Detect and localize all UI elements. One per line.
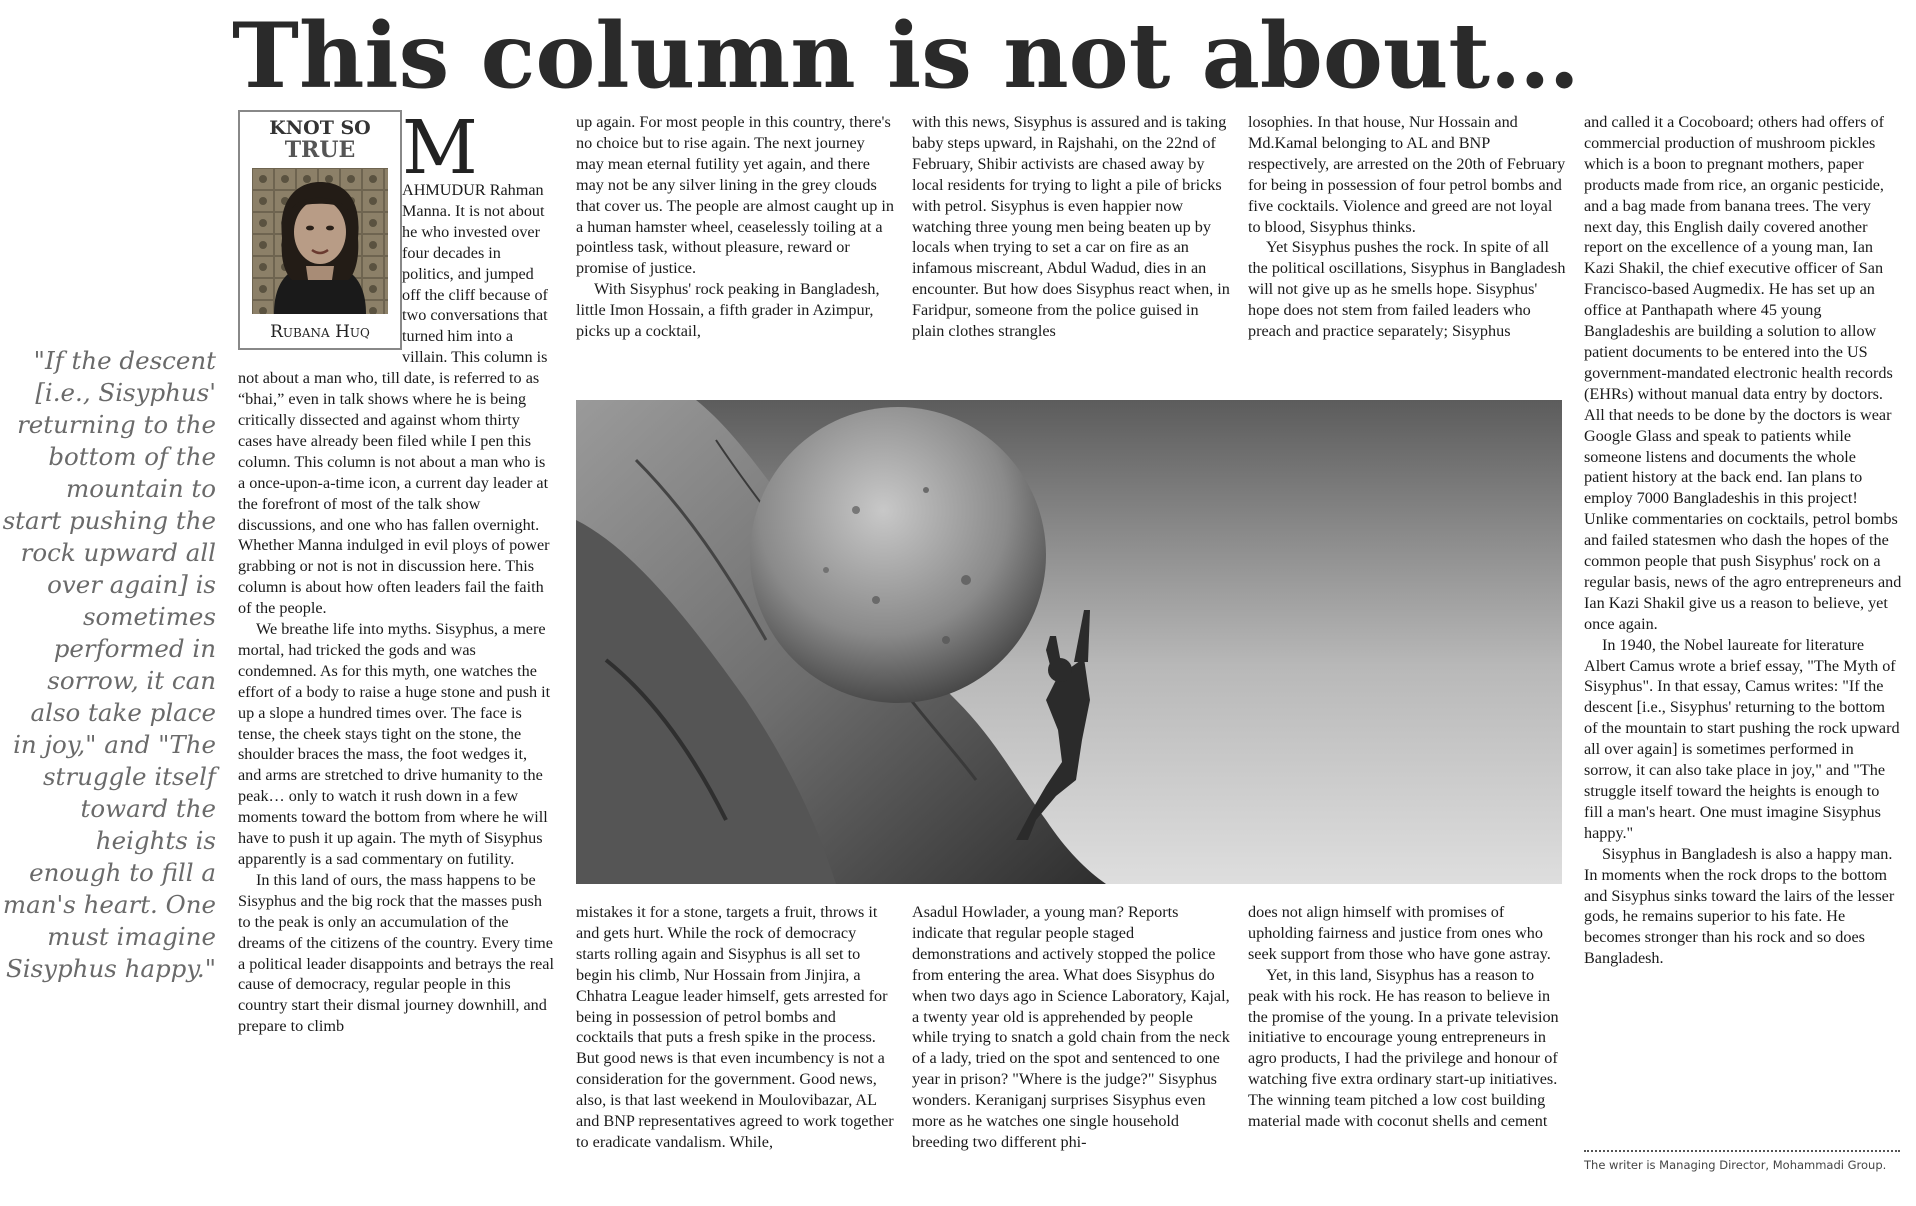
- headline: This column is not about…: [232, 3, 1580, 109]
- column-badge-line1: KNOT SO: [269, 117, 371, 139]
- article-column-5: [1584, 112, 1902, 1146]
- article-paragraph: Asadul Howlader, a young man? Reports indicate that regular people staged demonstrations and actively stopped the police from entering the area. What does Sisyphus do when two days ago in Science Laboratory, Kajal, a twenty year old is apprehended by people while trying to snatch a gold chain from the neck of a lady, tried on the spot and sentenced to one year in prison? "Where is the judge?" Sisyphus wonders. Keraniganj surprises Sisyphus even more as he watches one single household breeding two different phi-: [912, 903, 1230, 1151]
- article-column-2-bottom: [576, 902, 894, 1172]
- article-column-4-bottom: [1248, 902, 1566, 1172]
- lead-text: AHMUDUR Rahman Manna. It is not about he who invested over four decades in politics, and jumped off the cliff because of two conversations that turned him into a villain. This column is not about a man who, till date, is referred to as “bhai,” even in talk shows where he is being critically dissected and against whom thirty cases have already been filed while I pen this column. This column is not about a man who is a once-upon-a-time icon, a current day leader at the forefront of most of the talk show discussions, and one who has fallen overnight. Whether Manna indulged in evil ploys of power grabbing or not is not in discussion here. This column is about how often leaders fail the faith of the people.: [238, 181, 550, 618]
- article-column-3-bottom: [912, 902, 1230, 1172]
- article-paragraph: does not align himself with promises of upholding fairness and justice from ones who seek support from those who have gone astray.: [1248, 903, 1551, 963]
- article-paragraph: mistakes it for a stone, targets a fruit, throws it and gets hurt. While the rock of democracy starts rolling again and Sisyphus is all set to begin his climb, Nur Hossain from Jinjira, a Chhatra League leader himself, gets arrested for being in possession of petrol bombs and cocktails that puts a fresh spike in the process. But good news is that even incumbency is not a consideration for the government. Good news, also, is that last weekend in Moulovibazar, AL and BNP representatives agreed to work together to eradicate vandalism. While,: [576, 903, 894, 1151]
- drop-cap: M: [402, 105, 478, 191]
- article-paragraph: with this news, Sisyphus is assured and is taking baby steps upward, in Rajshahi, on the 22nd of February, Shibir activists are chased away by local residents for trying to light a pile of bricks with petrol. Sisyphus is even happier now watching three young men being beaten up by locals when trying to set a car on fire as an infamous miscreant, Abdul Wadud, dies in an encounter. But how does Sisyphus react when, in Faridpur, someone from the police guised in plain clothes strangles: [912, 113, 1230, 341]
- sisyphus-photo: [576, 400, 1562, 884]
- article-column-4-top: [1248, 112, 1566, 384]
- article-paragraph: up again. For most people in this country, there's no choice but to rise again. The next journey may mean eternal futility yet again, and there may not be any silver lining in the grey clouds that cover us. The people are almost caught up in a human hamster wheel, ceaselessly toiling at a pointless task, without pleasure, reward or promise of justice.: [576, 113, 894, 278]
- article-paragraph: and called it a Cocoboard; others had offers of commercial production of mushroom pickles which is a boon to pregnant mothers, paper products made from rice, an organic pesticide, and a bag made from banana trees. The very next day, this English daily covered another report on the excellence of a young man, Ian Kazi Shakil, the chief executive officer of San Francisco-based Augmedix. He has set up an office at Panthapath where 45 young Bangladeshis are building a solution to allow patient documents to be entered into the US government-mandated electronic health records (EHRs) without manual data entry by doctors. All that needs to be done by the doctors is wear Google Glass and speak to patients while someone listens and documents the whole patient history at the back end. Ian plans to employ 7000 Bangladeshis in this project! Unlike commentaries on cocktails, petrol bombs and failed statesmen who dash the hopes of the common people that push Sisyphus' rock on a regular basis, news of the agro entrepreneurs and Ian Kazi Shakil give us a reason to believe, yet once again.: [1584, 113, 1902, 633]
- article-paragraph: Yet Sisyphus pushes the rock. In spite of all the political oscillations, Sisyphus in Bangladesh will not give up as he smells hope. Sisyphus' hope does not stem from failed leaders who preach and practice separately; Sisyphus: [1248, 238, 1566, 341]
- article-paragraph: losophies. In that house, Nur Hossain and Md.Kamal belonging to AL and BNP respectively, are arrested on the 20th of February for being in possession of four petrol bombs and five cocktails. Violence and greed are not loyal to blood, Sisyphus thinks.: [1248, 113, 1566, 236]
- article-paragraph: In this land of ours, the mass happens to be Sisyphus and the big rock that the masses push to the peak is only an accumulation of the dreams of the citizens of the country. Every time a political leader disappoints and betrays the real cause of democracy, regular people in this country start their dismal journey downhill, and prepare to climb: [238, 870, 554, 1036]
- author-footnote: The writer is Managing Director, Mohammadi Group.: [1584, 1158, 1887, 1172]
- article-column-1: [238, 105, 554, 1172]
- pull-quote: "If the descent [i.e., Sisyphus' returning to the bottom of the mountain to start pushing the rock upward all over again] is sometimes performed in sorrow, it can also take place in joy," and "The struggle itself toward the heights is enough to fill a man's heart. One must imagine Sisyphus happy.": [2, 346, 216, 983]
- column-badge-line2: TRUE: [284, 137, 356, 163]
- footnote-divider: [1584, 1150, 1900, 1152]
- article-paragraph: Yet, in this land, Sisyphus has a reason to peak with his rock. He has reason to believe in the promise of the young. In a private television initiative to encourage young entrepreneurs in agro products, I had the privilege and honour of watching five extra ordinary start-up initiatives. The winning team pitched a low cost building material made with coconut shells and cement: [1248, 965, 1559, 1131]
- article-column-2-top: [576, 112, 894, 384]
- article-paragraph: We breathe life into myths. Sisyphus, a mere mortal, had tricked the gods and was condemned. As for this myth, one watches the effort of a body to raise a huge stone and push it up a slope a hundred times over. The face is tense, the cheek stays tight on the stone, the shoulder braces the mass, the foot wedges it, and arms are stretched to drive humanity to the peak… only to watch it rush down in a few moments toward the bottom from where he will have to push it up again. The myth of Sisyphus apparently is a sad commentary on futility.: [238, 620, 551, 868]
- article-paragraph: Sisyphus in Bangladesh is also a happy man. In moments when the rock drops to the bottom and Sisyphus sinks toward the lairs of the lesser gods, he remains superior to his fate. He becomes stronger than his rock and so does Bangladesh.: [1584, 844, 1895, 968]
- author-name: Rubana Huq: [270, 322, 370, 342]
- article-column-3-top: [912, 112, 1230, 384]
- article-paragraph: In 1940, the Nobel laureate for literature Albert Camus wrote a brief essay, "The Myth of Sisyphus". In that essay, Camus writes: "If the descent [i.e., Sisyphus' returning to the bottom of the mountain to start pushing the rock upward all over again] is sometimes performed in sorrow, it can also take place in joy," and "The struggle itself toward the heights is enough to fill a man's heart. One must imagine Sisyphus happy.": [1584, 635, 1900, 842]
- article-paragraph: With Sisyphus' rock peaking in Bangladesh, little Imon Hossain, a fifth grader in Azimpur, picks up a cocktail,: [576, 280, 880, 341]
